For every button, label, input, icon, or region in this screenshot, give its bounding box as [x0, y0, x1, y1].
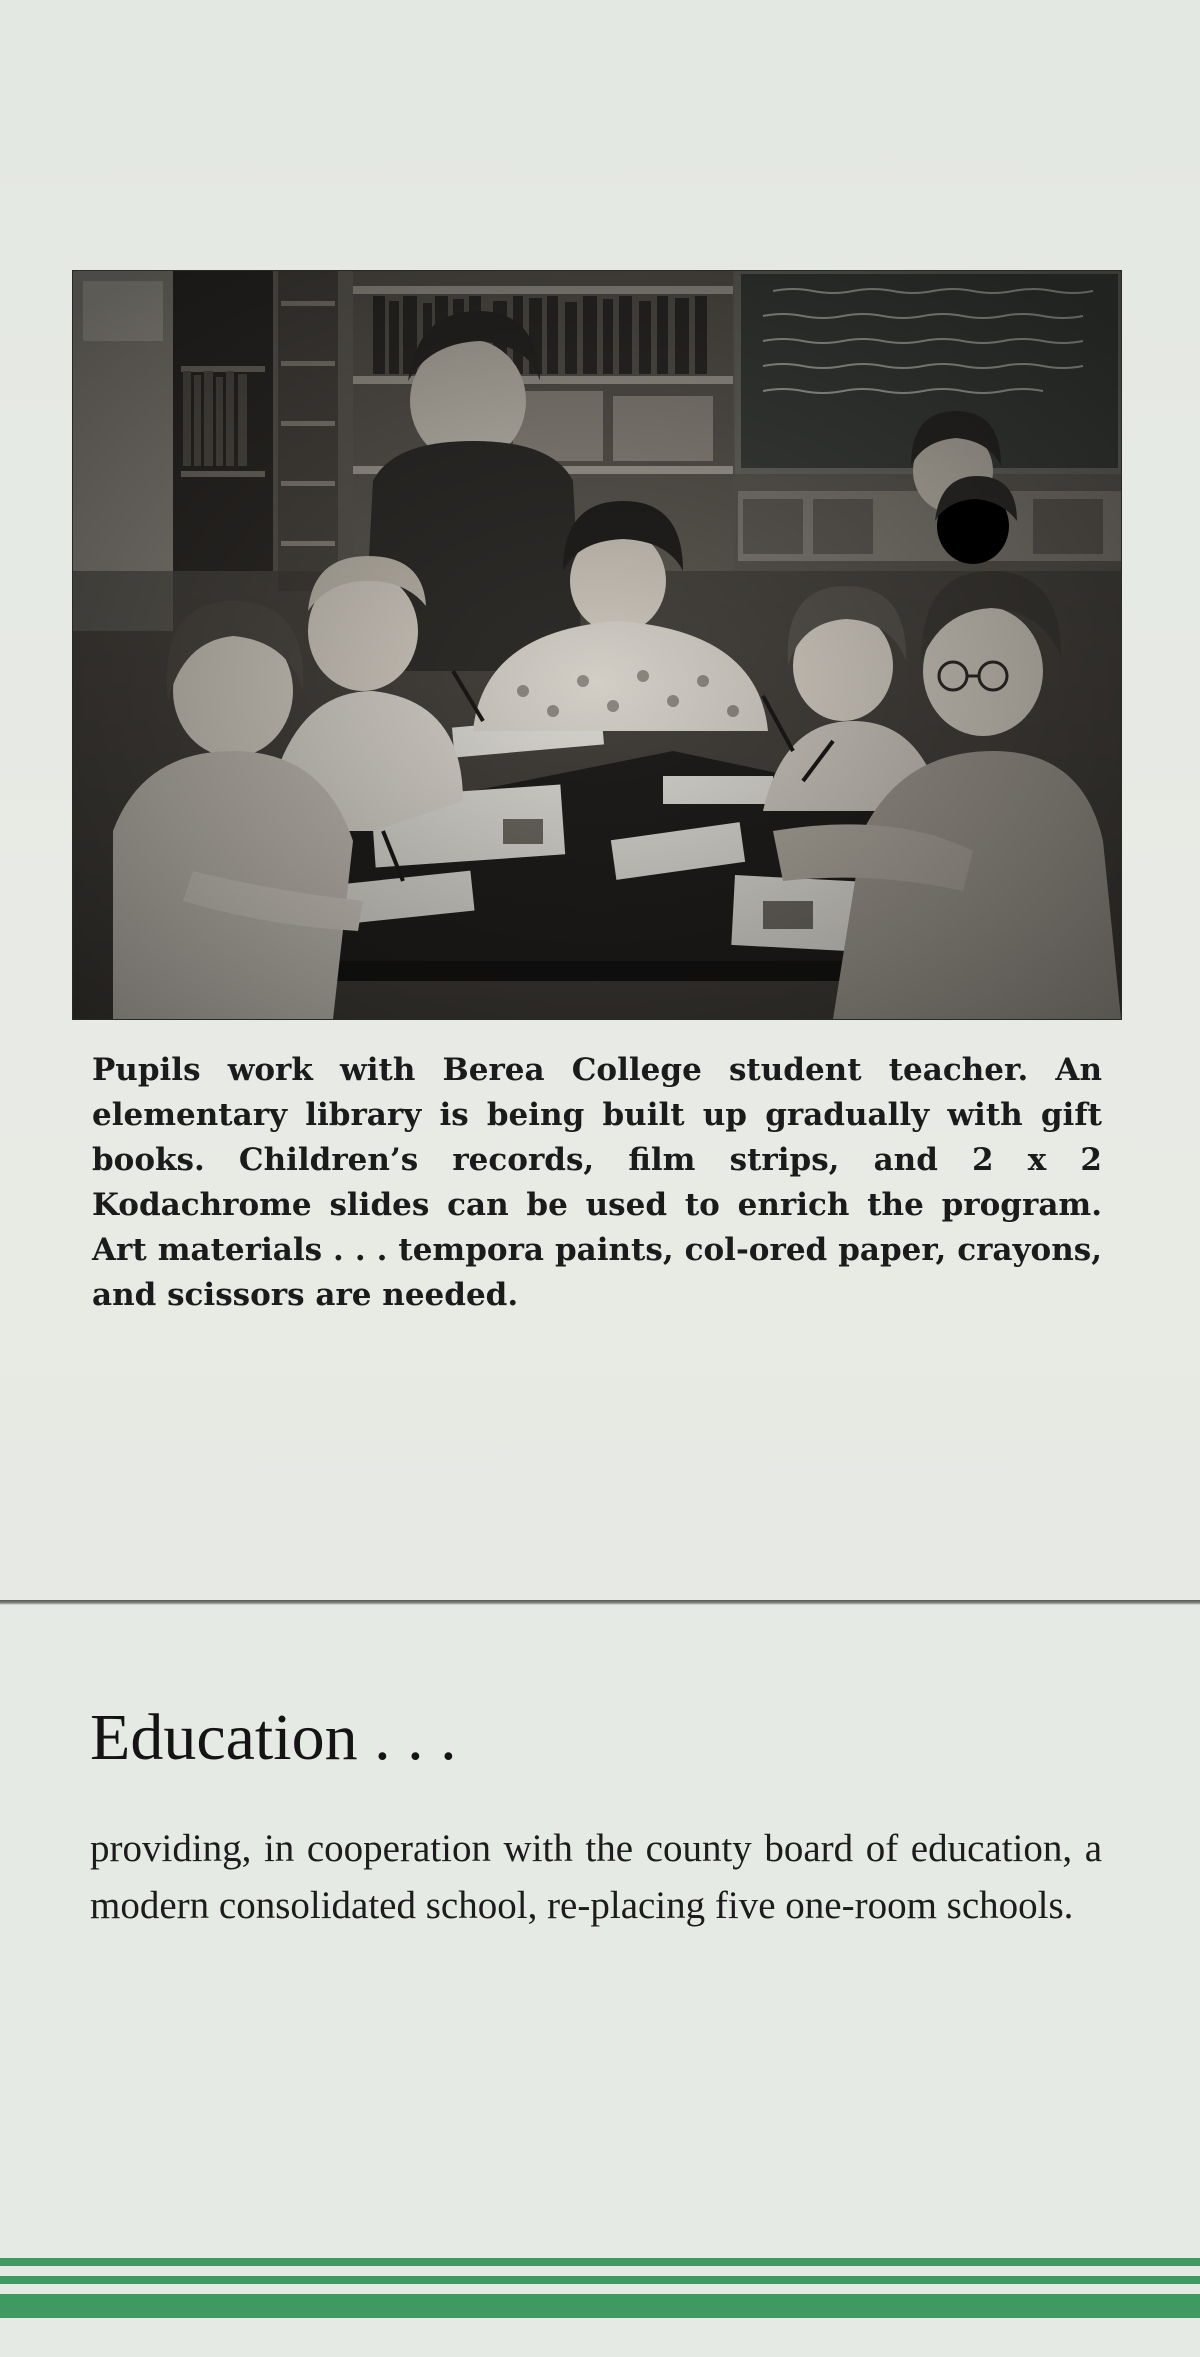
classroom-photo [72, 270, 1122, 1020]
classroom-photo-icon [73, 271, 1121, 1019]
photo-caption: Pupils work with Berea College student teacher. An elementary library is being built up gradually with gift books. Children’s records, film strips, and 2 x 2 Kodachrome slides can be used to enrich the program. Art materials . . . tempora paints, col-ored paper, crayons, and scissors are needed. [92, 1052, 1102, 1313]
section-title: Education . . . [90, 1701, 457, 1774]
section-body: providing, in cooperation with the county board of education, a modern consolidated school, re-placing five one-room schools. [90, 1827, 1102, 1927]
green-stripe-thin-middle [0, 2276, 1200, 2284]
green-stripe-thick [0, 2294, 1200, 2318]
green-stripe-thin-top [0, 2258, 1200, 2266]
green-stripe-band [0, 2258, 1200, 2330]
